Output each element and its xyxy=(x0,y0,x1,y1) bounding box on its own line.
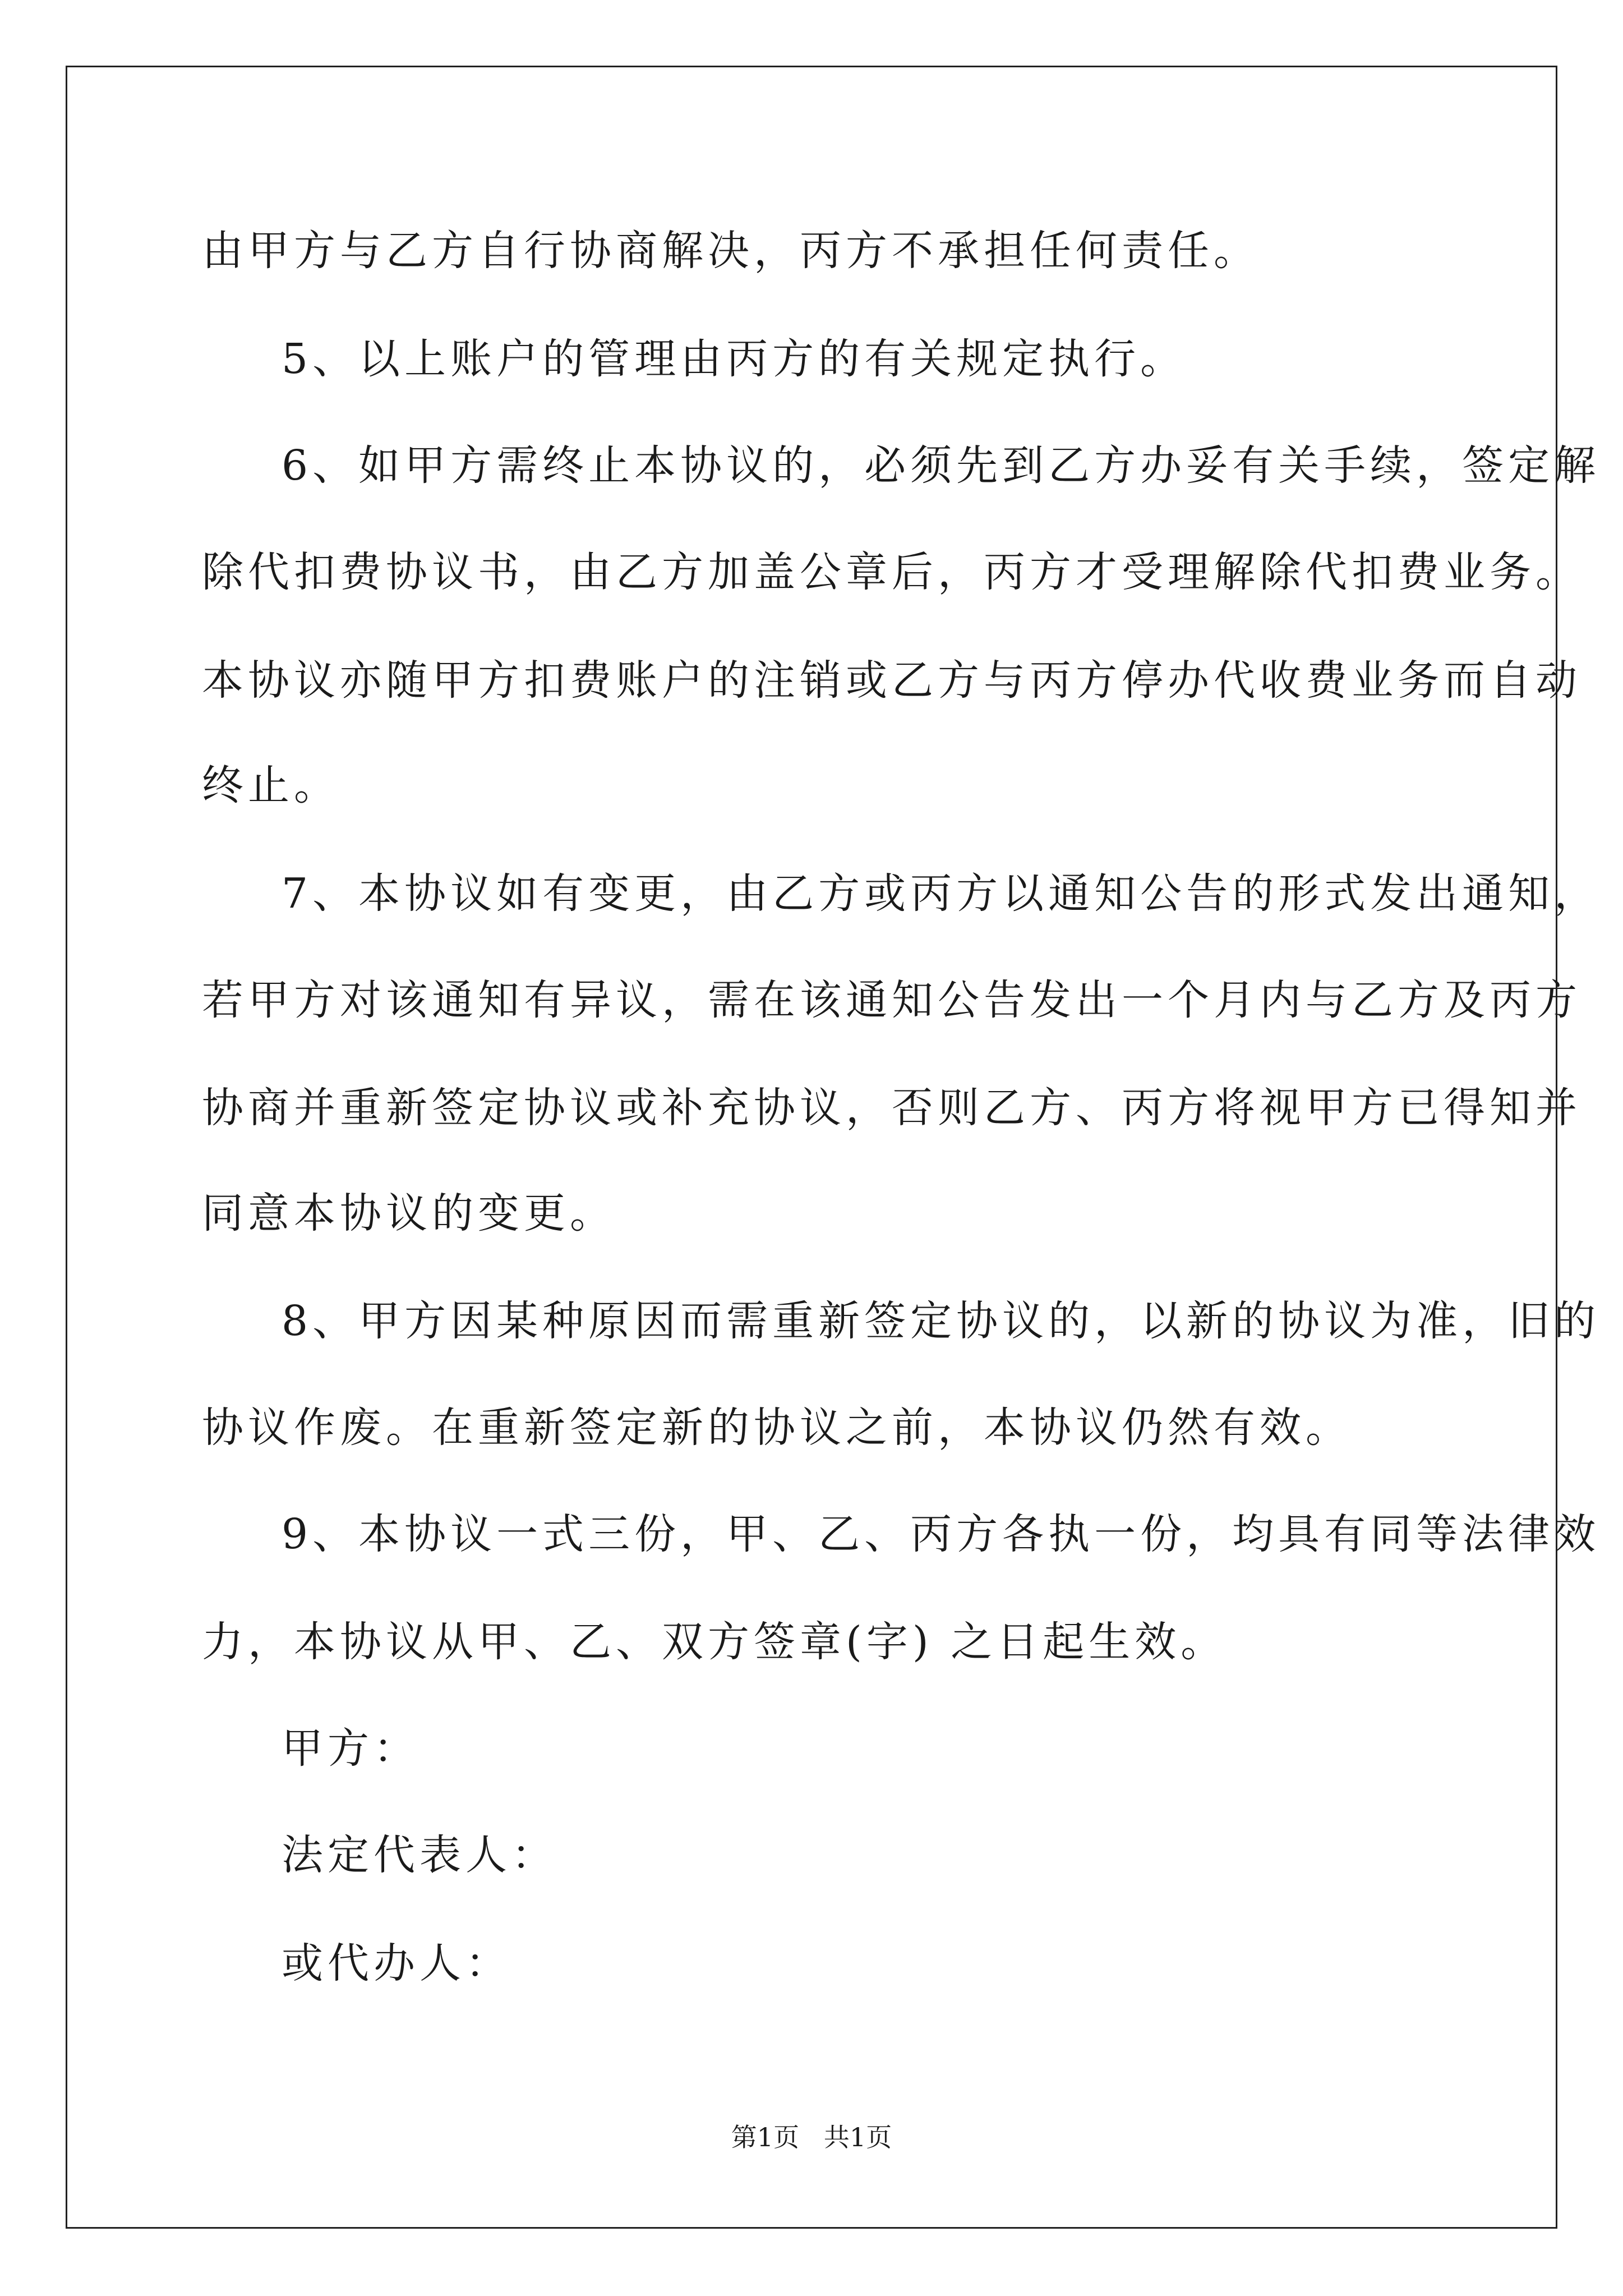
legal-representative-label: 法定代表人： xyxy=(282,1831,557,1879)
clause-6-line-3: 本协议亦随甲方扣费账户的注销或乙方与丙方停办代收费业务而自动 xyxy=(202,656,1581,705)
page-footer: 第1页 共1页 xyxy=(731,2122,892,2152)
page-border xyxy=(66,66,1557,2229)
clause-8-line-1: 8、甲方因某种原因而需重新签定协议的，以新的协议为准，旧的 xyxy=(282,1297,1601,1345)
party-a-label: 甲方： xyxy=(282,1724,419,1773)
clause-8-line-2: 协议作废。在重新签定新的协议之前，本协议仍然有效。 xyxy=(202,1404,1352,1452)
clause-7-line-1: 7、本协议如有变更，由乙方或丙方以通知公告的形式发出通知， xyxy=(282,869,1601,918)
clause-6-line-4: 终止。 xyxy=(202,761,340,809)
clause-6-line-2: 除代扣费协议书，由乙方加盖公章后，丙方才受理解除代扣费业务。 xyxy=(202,548,1581,596)
text-line-1: 由甲方与乙方自行协商解决，丙方不承担任何责任。 xyxy=(202,227,1260,275)
agent-label: 或代办人： xyxy=(282,1939,511,1987)
clause-6-line-1: 6、如甲方需终止本协议的，必须先到乙方办妥有关手续，签定解 xyxy=(282,441,1601,490)
clause-7-line-3: 协商并重新签定协议或补充协议，否则乙方、丙方将视甲方已得知并 xyxy=(202,1084,1581,1132)
clause-9-line-1: 9、本协议一式三份，甲、乙、丙方各执一份，均具有同等法律效 xyxy=(282,1510,1601,1558)
clause-9-line-2: 力，本协议从甲、乙、双方签章(字) 之日起生效。 xyxy=(202,1618,1227,1666)
clause-7-line-2: 若甲方对该通知有异议，需在该通知公告发出一个月内与乙方及丙方 xyxy=(202,976,1581,1024)
clause-7-line-4: 同意本协议的变更。 xyxy=(202,1189,616,1237)
clause-5: 5、以上账户的管理由丙方的有关规定执行。 xyxy=(282,335,1187,383)
